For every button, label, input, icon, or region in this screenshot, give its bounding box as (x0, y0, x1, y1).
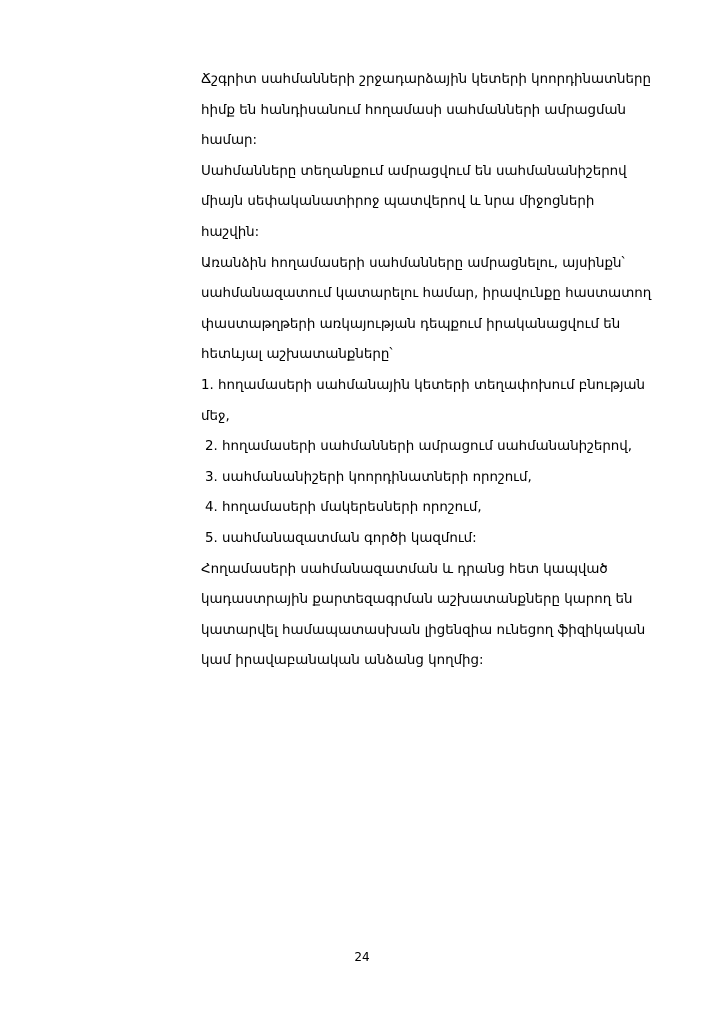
body-text (201, 68, 661, 680)
text-line: հետևյալ աշխատանքները՝ (201, 347, 393, 363)
page-number: 24 (354, 950, 370, 964)
list-item: 4. հողամասերի մակերեսների որոշում, (205, 500, 482, 516)
text-line: Հողամասերի սահմանազատման և դրանց հետ կապված (201, 561, 608, 577)
text-line: մեջ, (201, 408, 230, 424)
text-line: Սահմանները տեղանքում ամրացվում են սահմանանիշերով (201, 163, 627, 179)
text-line: համար: (201, 133, 258, 149)
text-line: Ճշգրիտ սահմանների շրջադարձային կետերի կոորդինատները (201, 72, 651, 87)
text-line: կատարվել համապատասխան լիցենզիա ունեցող ֆիզիկական (201, 622, 646, 638)
text-line: սահմանազատում կատարելու համար, իրավունքը հաստատող (201, 286, 652, 302)
list-item: 2. հողամասերի սահմանների ամրացում սահմանանիշերով, (205, 439, 633, 455)
list-item: 3. սահմանանիշերի կոորդինատների որոշում, (205, 469, 532, 485)
text-line: կամ իրավաբանական անձանց կողմից: (201, 653, 484, 669)
list-item: 1. հողամասերի սահմանային կետերի տեղափոխում բնության (201, 377, 646, 393)
text-line: հիմք են հանդիսանում հողամասի սահմանների ամրացման (201, 102, 626, 118)
list-item: 5. սահմանազատման գործի կազմում: (205, 530, 477, 546)
text-line: փաստաթղթերի առկայության դեպքում իրականացվում են (201, 316, 621, 332)
text-line: Առանձին հողամասերի սահմանները ամրացնելու, այսինքն՝ (201, 255, 625, 271)
text-line: հաշվին: (201, 224, 260, 240)
text-line: կադաստրային քարտեզագրման աշխատանքները կարող են (201, 592, 633, 608)
text-line: միայն սեփականատիրոջ պատվերով և նրա միջոցների (201, 194, 595, 210)
